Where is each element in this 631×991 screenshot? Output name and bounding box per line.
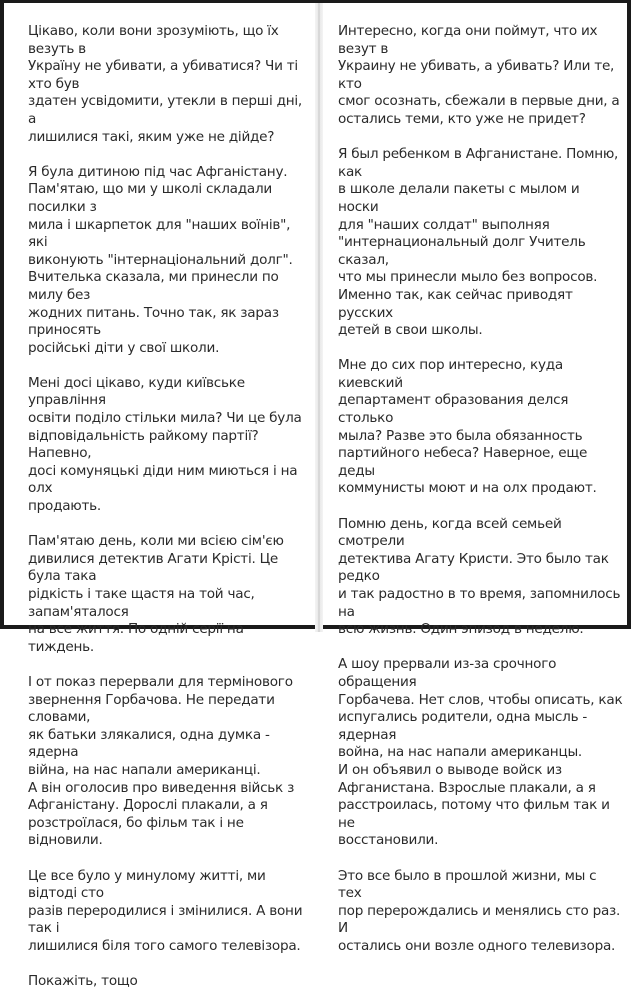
paragraph: Цікаво, коли вони зрозуміють, що їх везуть в Україну не убивати, а убиватися? Чи ті хто був здатен усвідомити, утекли в перші дні, а лишилися такі, яким уже не дійде? [28, 23, 302, 145]
paragraph: Мені досі цікаво, куди київське управління освіти поділо стільки мила? Чи це була відповідальність райкому партії? Напевно, досі комуняцькі діди ним миються і на олх продають. [28, 374, 302, 515]
ukrainian-text-body [28, 23, 308, 991]
paragraph: Интересно, когда они поймут, что их везут в Украину не убивать, а убивать? Или те, кто смог осознать, сбежали в первые дни, а остались теми, кто уже не придет? [338, 23, 620, 127]
cut-off-line: Покажіть, тощо [28, 973, 138, 990]
paragraph: Я була дитиною під час Афганістану. Пам'ятаю, що ми у школі складали посилки з мила і шкарпеток для "наших воїнів", які виконують "інтернаціональний долг". Вчителька сказала, ми принесли по милу без жодних питань. Точно так, як зараз приносять російські діти у свої школи. [28, 163, 293, 356]
russian-text-panel[interactable] [326, 9, 627, 954]
paragraph: Я был ребенком в Афганистане. Помню, как в школе делали пакеты с мылом и носки для "наших солдат" выполняя "интернациональный долг Учитель сказал, что мы принесли мыло без вопросов. Именно так, как сейчас приводят русских детей в свои школы. [338, 146, 619, 339]
paragraph: Это все было в прошлой жизни, мы с тех пор перерождались и менялись сто раз. И остались они возле одного телевизора. [338, 867, 621, 954]
russian-text-body [338, 23, 624, 973]
paragraph: Мне до сих пор интересно, куда киевский департамент образования делся столько мыла? Разве это была обязанность партийного небеса? Наверное, еще деды коммунисты моют и на олх продают. [338, 357, 597, 497]
ukrainian-text-panel[interactable] [10, 9, 312, 990]
panel-divider [315, 3, 323, 632]
paragraph: Це все було у минулому житті, ми відтоді сто разів переродилися і змінилися. А вони так і лишилися біля того самого телевізора. [28, 867, 303, 954]
paragraph: І от показ перервали для термінового звернення Горбачова. Не передати словами, як батьки злякалися, одна думка - ядерна війна, на нас напали американці. А він оголосив про виведення військ з Афганістану. Дорослі плакали, а я розстроїлася, бо фільм так і не відновили. [28, 673, 295, 849]
paragraph: Помню день, когда всей семьей смотрели детектива Агату Кристи. Это было так редко и так радостно в то время, запомнилось на всю жизнь. Один эпизод в неделю. [338, 515, 621, 638]
paragraph: Пам'ятаю день, коли ми всією сім'єю дивилися детектив Агати Крісті. Це була така рідкість і таке щастя на той час, запам'яталося на все життя. По одній серії на тиждень. [28, 533, 284, 655]
paragraph: А шоу прервали из-за срочного обращения Горбачева. Нет слов, чтобы описать, как испугались родители, одна мысль - ядерная война, на нас напали американцы. И он объявил о выводе войск из Афганистана. Взрослые плакали, а я расстроилась, потому что фильм так и не восстановили. [338, 656, 623, 849]
